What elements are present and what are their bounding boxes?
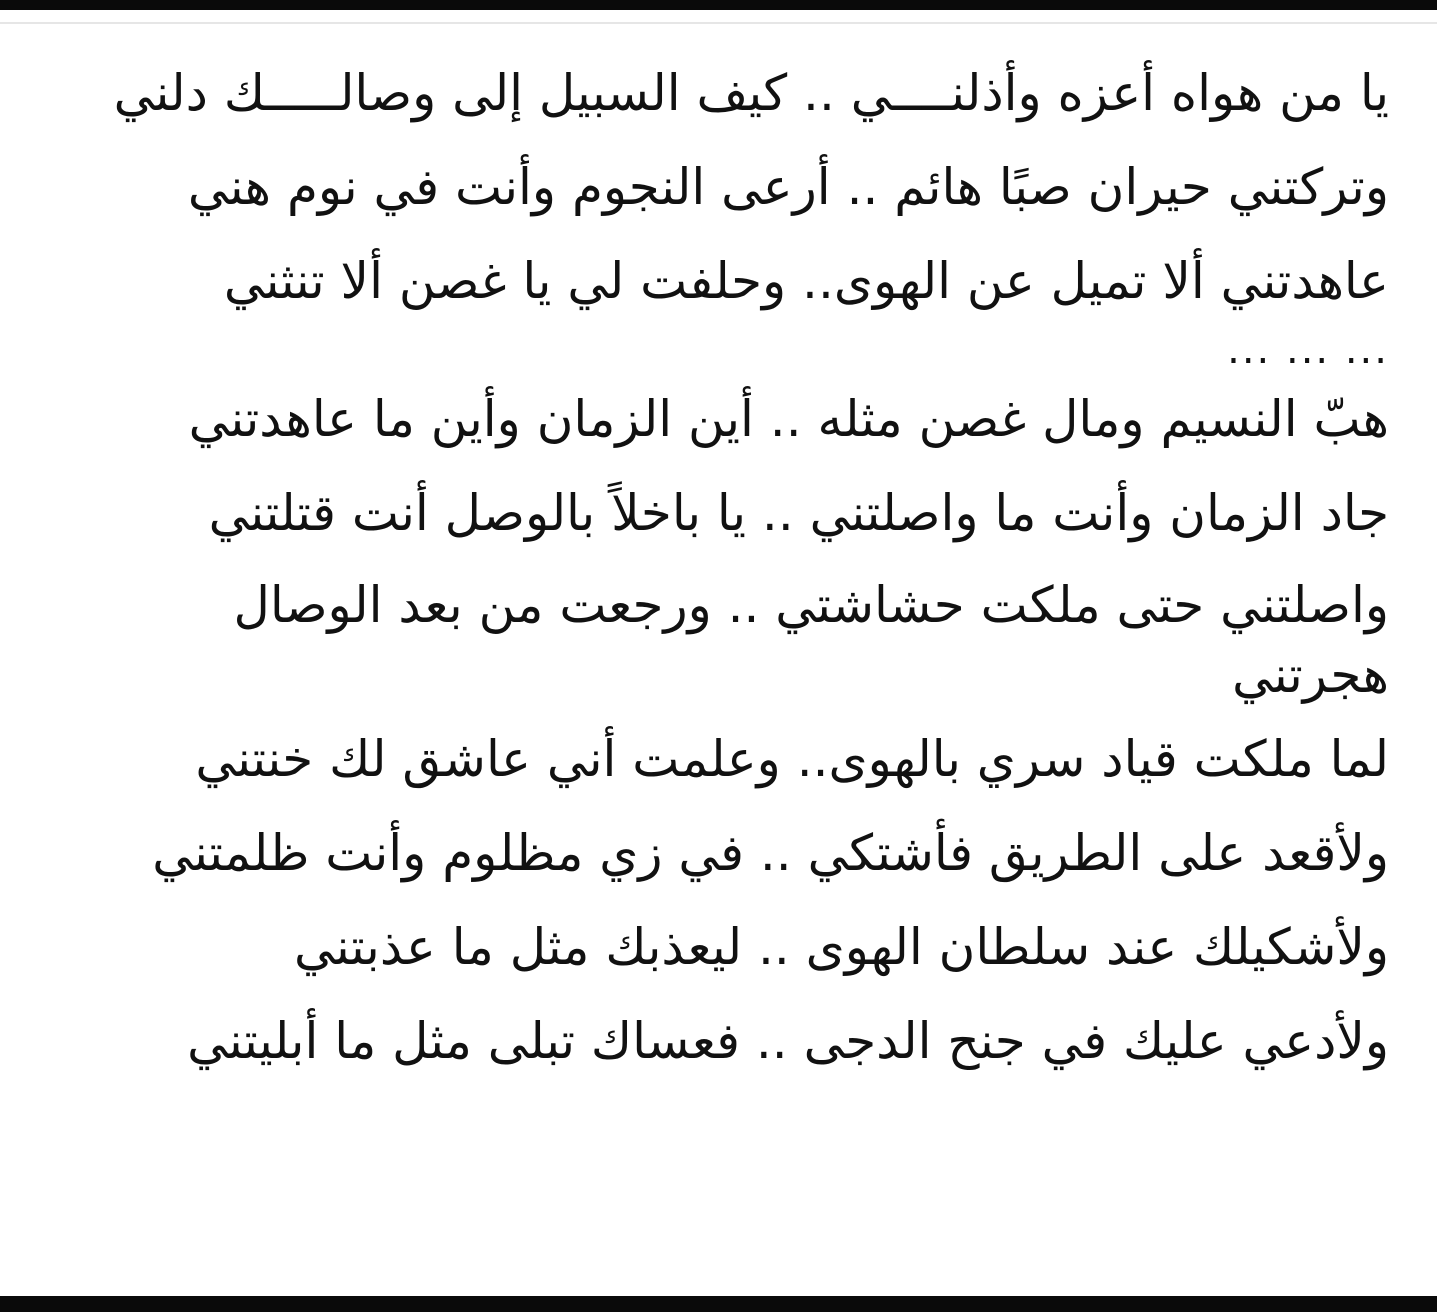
ellipsis-line: ... ... ... (1227, 327, 1389, 373)
verse-line: لما ملكت قياد سري بالهوى.. وعلمت أني عاشق لك خنتني (195, 730, 1389, 788)
verse-line: جاد الزمان وأنت ما واصلتني .. يا باخلاً بالوصل أنت قتلتني (208, 484, 1389, 542)
bottom-border (0, 1296, 1437, 1312)
verse-line: ولأشكيلك عند سلطان الهوى .. ليعذبك مثل ما عذبتني (294, 918, 1389, 976)
top-divider (0, 22, 1437, 24)
verse-line: يا من هواه أعزه وأذلنــــي .. كيف السبيل إلى وصالـــــك دلني (113, 64, 1389, 122)
poem-text (89, 56, 1389, 1098)
verse-line: عاهدتني ألا تميل عن الهوى.. وحلفت لي يا غصن ألا تنثني (223, 252, 1389, 310)
verse-line: وتركتني حيران صبًا هائم .. أرعى النجوم وأنت في نوم هني (187, 158, 1389, 216)
verse-line: ولأدعي عليك في جنح الدجى .. فعساك تبلى مثل ما أبليتني (187, 1012, 1389, 1070)
verse-line: هبّ النسيم ومال غصن مثله .. أين الزمان وأين ما عاهدتني (188, 390, 1389, 448)
verse-line: واصلتني حتى ملكت حشاشتي .. ورجعت من بعد الوصال هجرتني (233, 576, 1389, 704)
verse-line: ولأقعد على الطريق فأشتكي .. في زي مظلوم وأنت ظلمتني (152, 824, 1389, 882)
top-border (0, 0, 1437, 10)
